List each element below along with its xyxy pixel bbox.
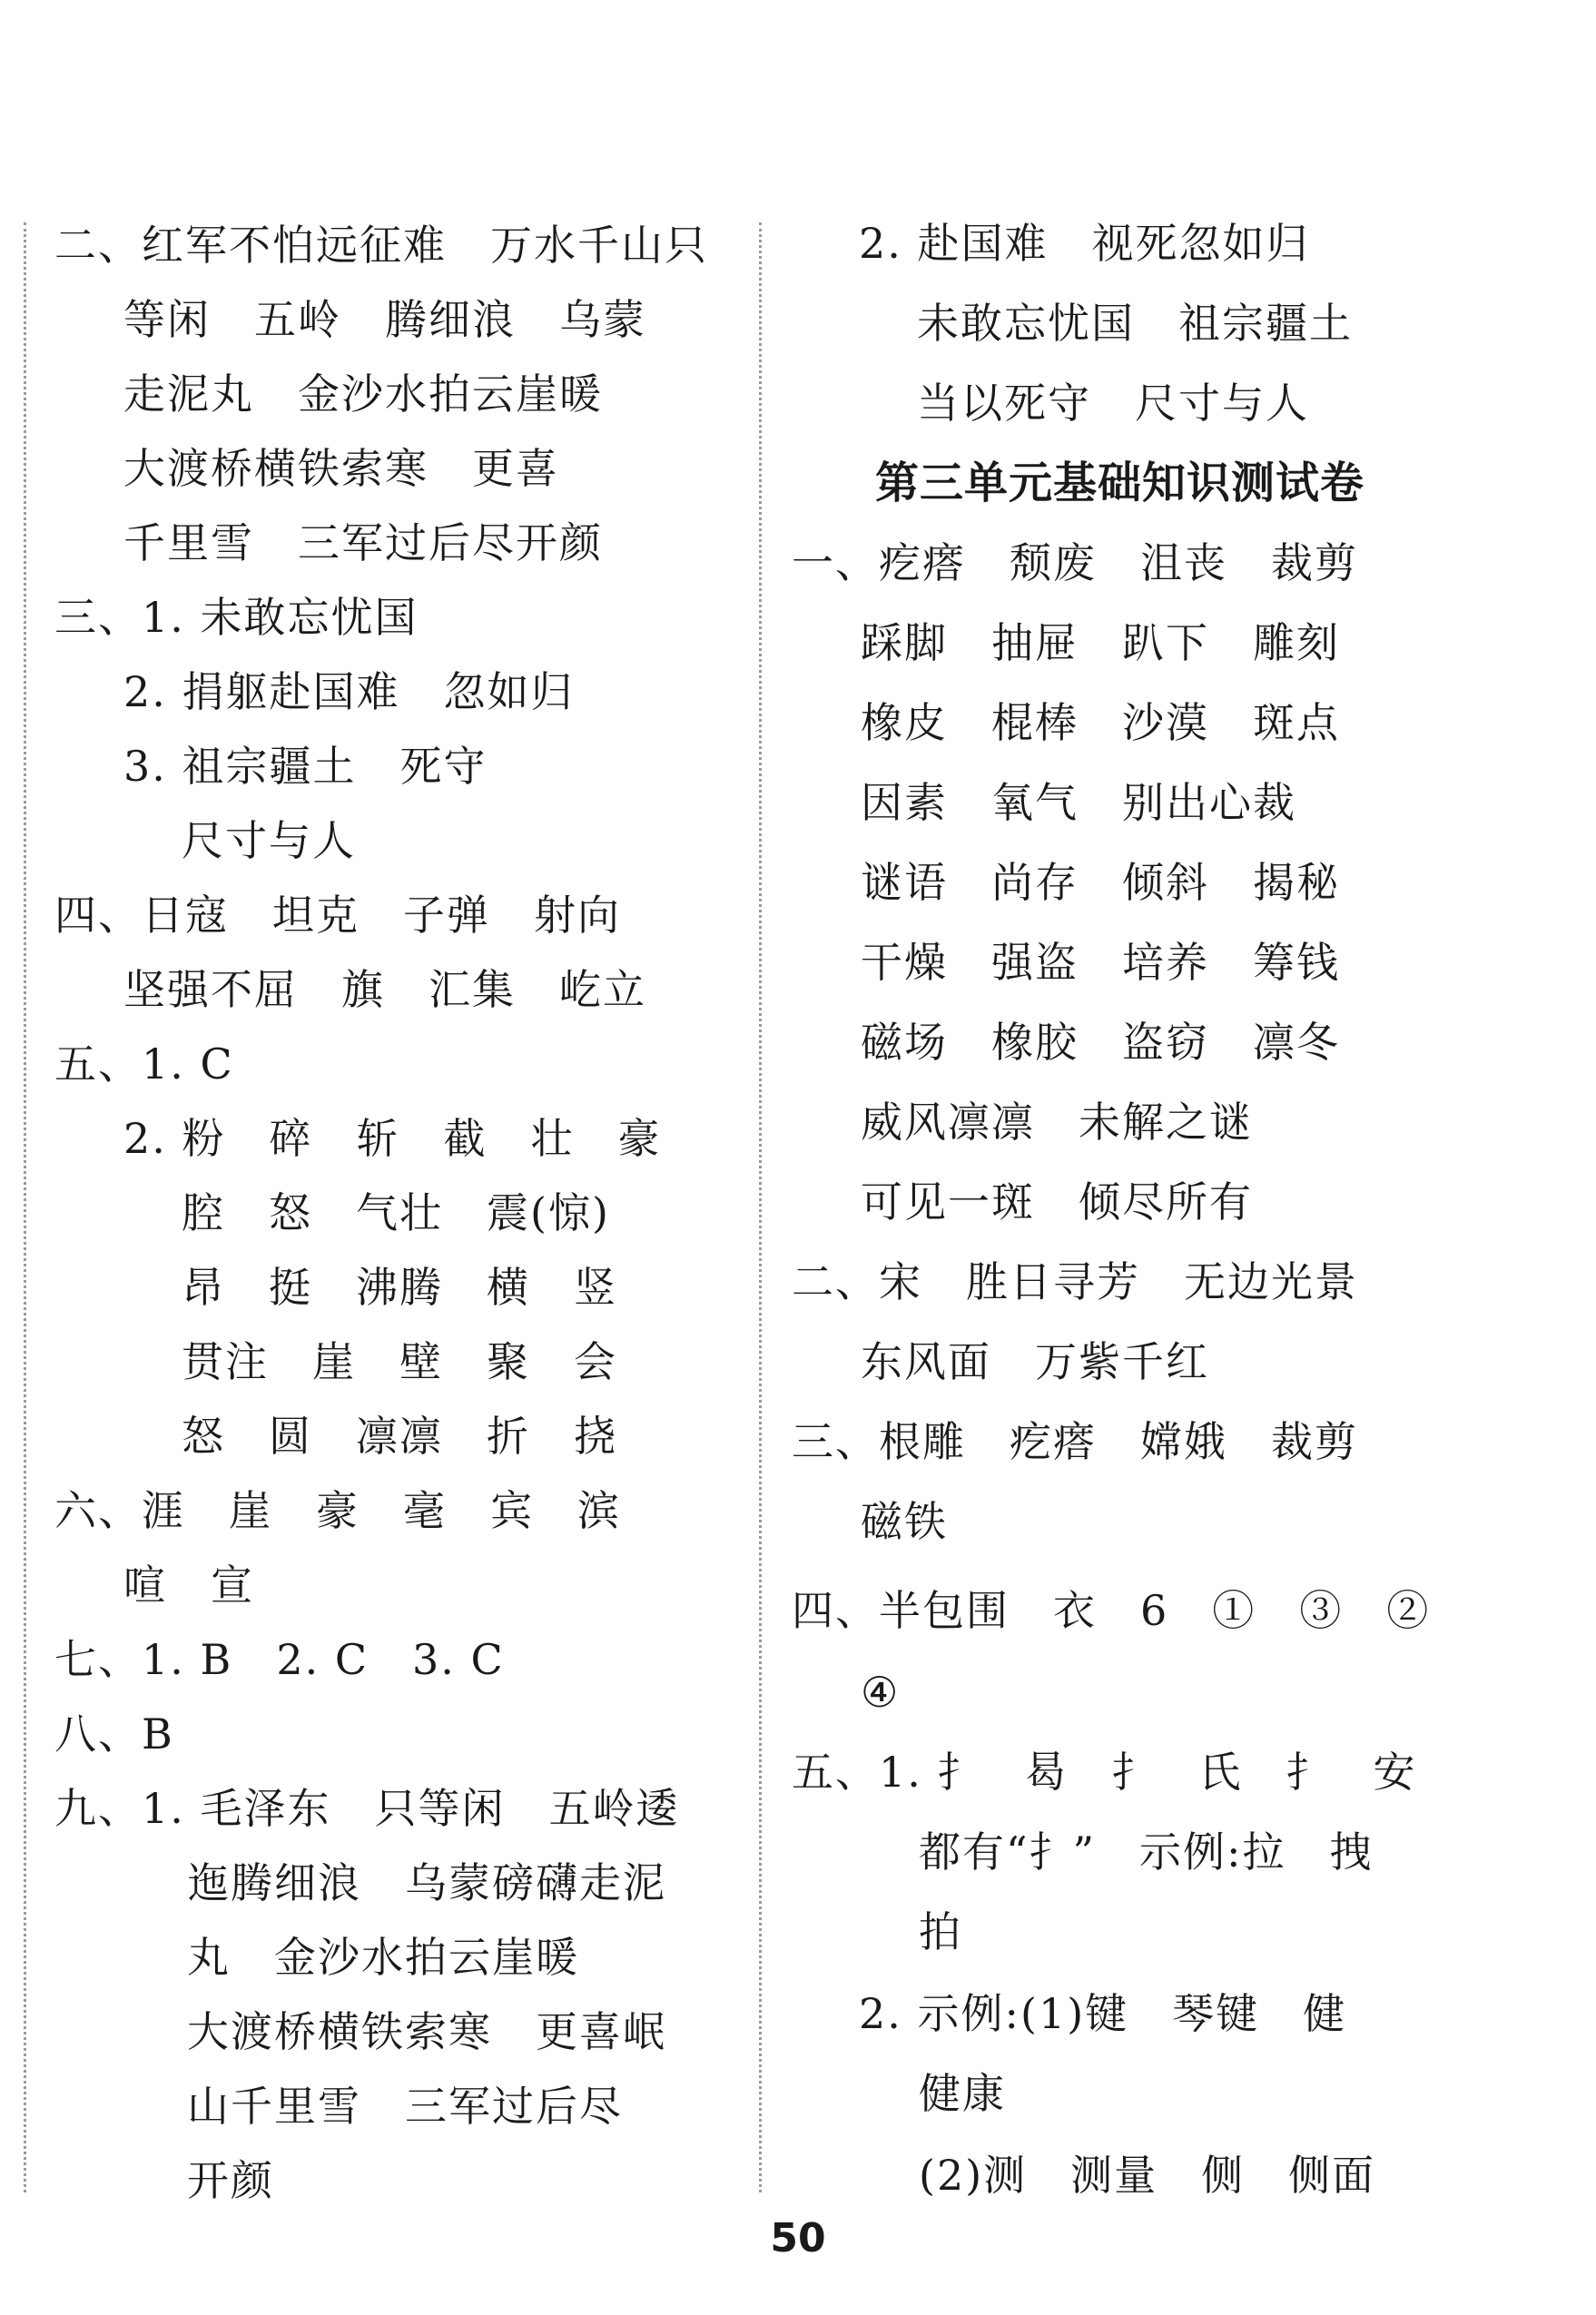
left-line: 坚强不屈 旗 汇集 屹立	[123, 965, 646, 1014]
left-line: 丸 金沙水拍云崖暖	[187, 1933, 579, 1982]
right-line: 都有“扌” 示例:拉 拽	[919, 1827, 1374, 1877]
right-line: 踩脚 抽屉 趴下 雕刻	[861, 618, 1340, 667]
left-line: 九、1. 毛泽东 只等闲 五岭逶	[54, 1784, 680, 1833]
column-divider-dotted-rule	[759, 222, 762, 2192]
right-line: 2. 赴国难 视死忽如归	[859, 219, 1310, 268]
right-line: 谜语 尚存 倾斜 揭秘	[861, 858, 1340, 907]
left-line: 八、B	[54, 1709, 174, 1758]
left-line: 千里雪 三军过后尽开颜	[123, 518, 603, 567]
left-line: 迤腾细浪 乌蒙磅礴走泥	[187, 1858, 666, 1907]
right-line: ④	[861, 1668, 901, 1717]
left-line: 山千里雪 三军过后尽	[187, 2082, 623, 2131]
right-line: 磁场 橡胶 盗窃 凛冬	[861, 1018, 1340, 1067]
right-line: 五、1. 扌 曷 扌 氏 扌 安	[792, 1748, 1417, 1797]
right-line: 拍	[919, 1907, 962, 1956]
right-line: 四、半包围 衣 6 ① ③ ②	[792, 1586, 1431, 1635]
right-line: 东风面 万紫千红	[861, 1337, 1209, 1386]
left-line: 喧 宣	[123, 1561, 254, 1610]
right-line: 健康	[919, 2069, 1006, 2118]
left-line: 3. 祖宗疆土 死守	[123, 742, 488, 791]
left-line: 等闲 五岭 腾细浪 乌蒙	[123, 295, 646, 344]
right-line: 当以死守 尺寸与人	[917, 379, 1309, 428]
right-line: 橡皮 棍棒 沙漠 斑点	[861, 698, 1340, 747]
left-line: 昂 挺 沸腾 横 竖	[182, 1263, 617, 1312]
left-line: 大渡桥横铁索寒 更喜	[123, 444, 559, 493]
right-line: 威风凛凛 未解之谜	[861, 1098, 1253, 1147]
right-line: (2)测 测量 侧 侧面	[919, 2151, 1376, 2200]
left-line: 开颜	[187, 2156, 274, 2205]
right-line: 二、宋 胜日寻芳 无边光景	[792, 1257, 1358, 1306]
left-line: 四、日寇 坦克 子弹 射向	[54, 891, 621, 940]
right-line: 干燥 强盗 培养 筹钱	[861, 938, 1340, 987]
left-line: 三、1. 未敢忘忧国	[54, 593, 419, 642]
left-line: 走泥丸 金沙水拍云崖暖	[123, 369, 603, 419]
left-line: 六、涯 崖 豪 毫 宾 滨	[54, 1486, 621, 1535]
left-line: 七、1. B 2. C 3. C	[54, 1635, 505, 1684]
left-line: 大渡桥横铁索寒 更喜岷	[187, 2007, 666, 2056]
left-line: 2. 捐躯赴国难 忽如归	[123, 667, 575, 716]
left-line: 贯注 崖 壁 聚 会	[182, 1337, 617, 1386]
section-title: 第三单元基础知识测试卷	[875, 458, 1365, 508]
left-line: 二、红军不怕远征难 万水千山只	[54, 221, 708, 270]
left-line: 2. 粉 碎 斩 截 壮 豪	[123, 1114, 662, 1163]
right-line: 因素 氧气 别出心裁	[861, 778, 1296, 827]
right-line: 2. 示例:(1)键 琴键 健	[859, 1989, 1347, 2038]
page-number: 50	[770, 2215, 826, 2261]
right-line: 磁铁	[861, 1497, 948, 1546]
right-line: 可见一斑 倾尽所有	[861, 1177, 1253, 1226]
left-line: 腔 怒 气壮 震(惊)	[182, 1188, 610, 1237]
right-line: 一、疙瘩 颓废 沮丧 裁剪	[792, 538, 1358, 587]
left-line: 怒 圆 凛凛 折 挠	[182, 1412, 617, 1461]
left-line: 尺寸与人	[182, 816, 356, 865]
right-line: 未敢忘忧国 祖宗疆土	[917, 299, 1353, 348]
left-line: 五、1. C	[54, 1039, 234, 1089]
right-line: 三、根雕 疙瘩 嫦娥 裁剪	[792, 1417, 1358, 1466]
left-margin-dotted-rule	[24, 222, 26, 2192]
